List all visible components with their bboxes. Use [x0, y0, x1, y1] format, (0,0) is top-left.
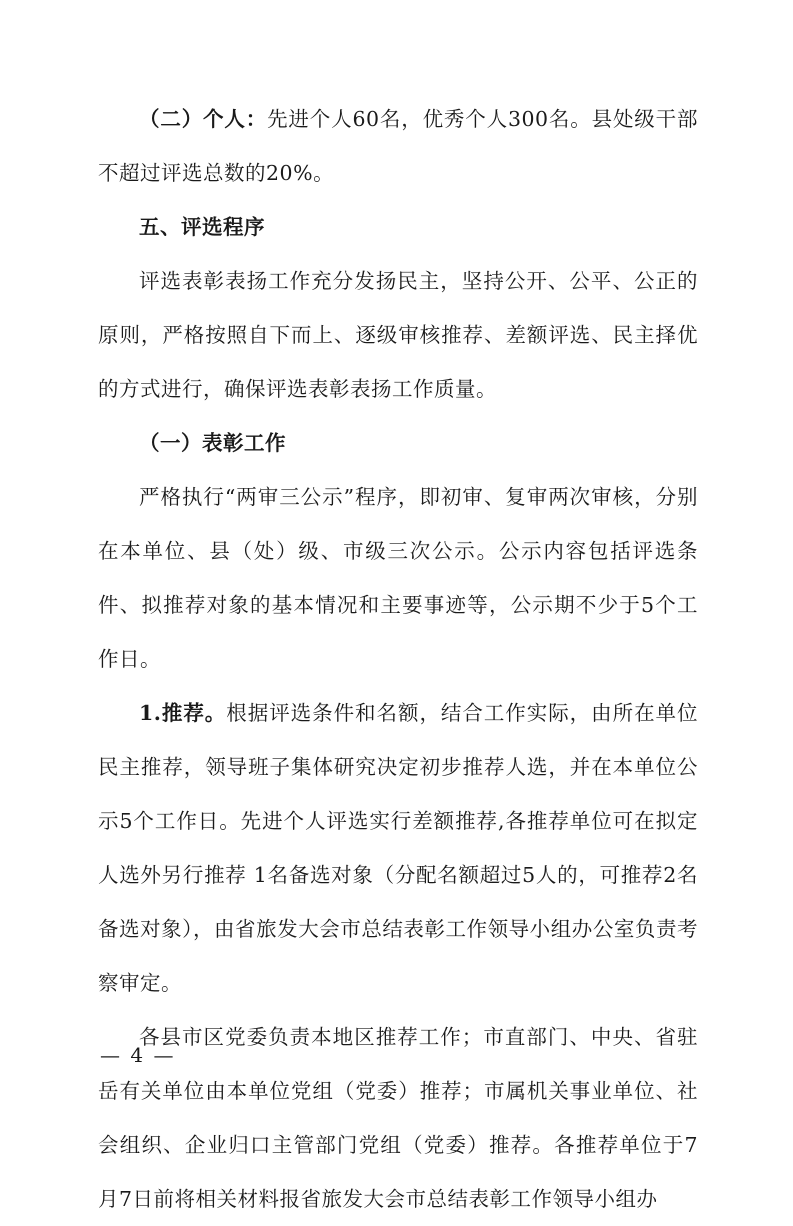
paragraph-individual-quota [98, 92, 698, 200]
paragraph-review-publicity: 严格执行“两审三公示”程序，即初审、复审两次审核，分别在本单位、县（处）级、市级三次公示。公示内容包括评选条件、拟推荐对象的基本情况和主要事迹等，公示期不少于5个工作日。 [98, 485, 698, 671]
paragraph-procedure-principles: 评选表彰表扬工作充分发扬民主，坚持公开、公平、公正的原则，严格按照自下而上、逐级审核推荐、差额评选、民主择优的方式进行，确保评选表彰表扬工作质量。 [98, 269, 698, 401]
recommendation-lead: 1.推荐。 [139, 701, 227, 725]
recommendation-text: 根据评选条件和名额，结合工作实际，由所在单位民主推荐，领导班子集体研究决定初步推荐人选，并在本单位公示5个工作日。先进个人评选实行差额推荐,各推荐单位可在拟定人选外另行推荐 1名备选对象（分配名额超过5人的，可推荐2名备选对象），由省旅发大会市总结表彰工作领导小组办公室负责考察审定。 [98, 701, 699, 995]
paragraph-recommendation [98, 686, 698, 1010]
individual-lead: （二）个人： [139, 107, 268, 131]
page-number: — 4 — [100, 1043, 176, 1067]
individual-text: 先进个人60名，优秀个人300名。县处级干部不超过评选总数的20%。 [98, 107, 699, 185]
paragraph-county-recommendation: 各县市区党委负责本地区推荐工作；市直部门、中央、省驻岳有关单位由本单位党组（党委）推荐；市属机关事业单位、社会组织、企业归口主管部门党组（党委）推荐。各推荐单位于7月7日前将相关材料报省旅发大会市总结表彰工作领导小组办 [98, 1025, 698, 1211]
section-heading-selection-procedure: 五、评选程序 [139, 215, 265, 239]
document-body [98, 92, 698, 1226]
subheading-commendation-work: （一）表彰工作 [139, 431, 286, 455]
